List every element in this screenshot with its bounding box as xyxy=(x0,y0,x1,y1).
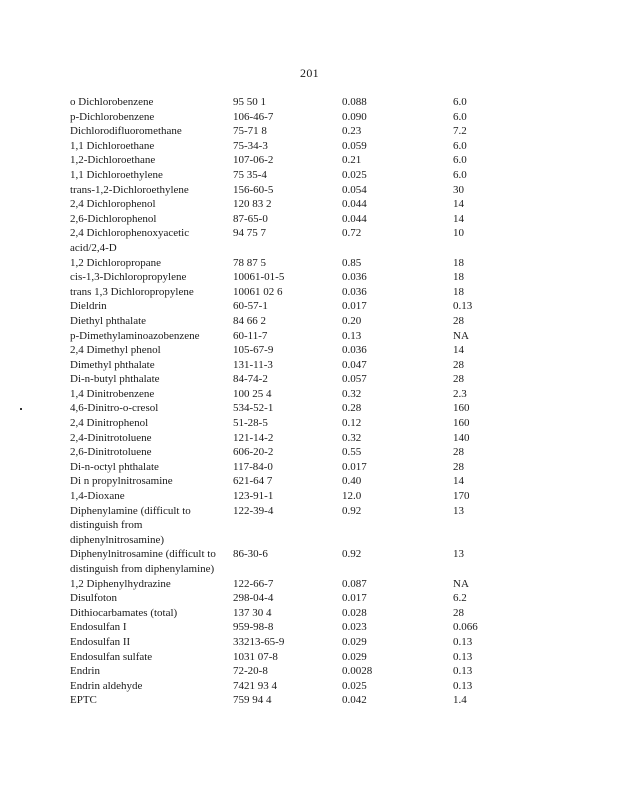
wastewater-standard: 0.72 xyxy=(342,227,362,240)
nonwastewater-standard: 140 xyxy=(453,431,470,444)
cas-number: 60-57-1 xyxy=(233,300,268,313)
wastewater-standard: 0.28 xyxy=(342,402,362,415)
wastewater-standard: 0.32 xyxy=(342,431,362,444)
nonwastewater-standard: 6.0 xyxy=(453,154,467,167)
table-row xyxy=(70,299,570,314)
chemical-name: 4,6-Dinitro-o-cresol xyxy=(70,402,159,415)
cas-number: 156-60-5 xyxy=(233,183,274,196)
chemical-name: Diethyl phthalate xyxy=(70,314,147,327)
table-row xyxy=(70,139,570,154)
chemical-name: 1,1 Dichloroethylene xyxy=(70,168,163,181)
wastewater-standard: 0.85 xyxy=(342,256,362,269)
cas-number: 95 50 1 xyxy=(233,96,266,108)
chemical-name: 1,2 Diphenylhydrazine xyxy=(70,577,171,590)
wastewater-standard: 0.036 xyxy=(342,271,367,284)
chemical-name: Endrin xyxy=(70,665,100,678)
table-row xyxy=(70,431,570,446)
nonwastewater-standard: 6.0 xyxy=(453,168,467,181)
nonwastewater-standard: 30 xyxy=(453,183,464,196)
nonwastewater-standard: 18 xyxy=(453,256,464,269)
cas-number: 75-34-3 xyxy=(233,139,268,152)
wastewater-standard: 0.087 xyxy=(342,577,367,590)
nonwastewater-standard: 13 xyxy=(453,548,464,561)
table-row xyxy=(70,547,570,576)
chemical-name: Endosulfan sulfate xyxy=(70,650,153,663)
chemical-name: 2,4 Dinitrophenol xyxy=(70,417,149,430)
table-row xyxy=(70,372,570,387)
cas-number: 75-71 8 xyxy=(233,125,267,138)
nonwastewater-standard: 14 xyxy=(453,344,464,357)
wastewater-standard: 0.090 xyxy=(342,110,367,123)
wastewater-standard: 0.036 xyxy=(342,285,367,298)
table-row xyxy=(70,679,570,694)
wastewater-standard: 0.029 xyxy=(342,650,367,663)
nonwastewater-standard: 28 xyxy=(453,314,464,327)
chemical-name: Endosulfan I xyxy=(70,621,127,634)
cas-number: 10061-01-5 xyxy=(233,271,285,284)
nonwastewater-standard: 18 xyxy=(453,271,464,284)
table-row xyxy=(70,270,570,285)
wastewater-standard: 0.92 xyxy=(342,548,362,561)
cas-number: 105-67-9 xyxy=(233,344,274,357)
wastewater-standard: 0.025 xyxy=(342,168,367,181)
nonwastewater-standard: 0.066 xyxy=(453,621,478,634)
nonwastewater-standard: 170 xyxy=(453,490,470,503)
chemical-name: Dimethyl phthalate xyxy=(70,358,155,371)
nonwastewater-standard: 14 xyxy=(453,198,464,211)
table-row xyxy=(70,226,570,255)
nonwastewater-standard: 14 xyxy=(453,475,464,488)
cas-number: 621-64 7 xyxy=(233,475,273,488)
table-row xyxy=(70,387,570,402)
chemical-name: Dieldrin xyxy=(70,300,107,313)
nonwastewater-standard: 160 xyxy=(453,417,470,430)
nonwastewater-standard: 0.13 xyxy=(453,665,473,678)
wastewater-standard: 0.20 xyxy=(342,314,362,327)
cas-number: 606-20-2 xyxy=(233,446,274,459)
chemical-name: Disulfoton xyxy=(70,592,118,605)
table-row xyxy=(70,635,570,650)
table-row xyxy=(70,445,570,460)
wastewater-standard: 12.0 xyxy=(342,490,362,503)
table-row xyxy=(70,606,570,621)
chemical-name: EPTC xyxy=(70,694,97,707)
wastewater-standard: 0.029 xyxy=(342,635,367,648)
cas-number: 100 25 4 xyxy=(233,387,272,400)
cas-number: 7421 93 4 xyxy=(233,679,277,692)
cas-number: 122-39-4 xyxy=(233,504,274,517)
chemical-name: Endrin aldehyde xyxy=(70,679,143,692)
cas-number: 120 83 2 xyxy=(233,198,272,211)
cas-number: 94 75 7 xyxy=(233,227,266,240)
nonwastewater-standard: 10 xyxy=(453,227,464,240)
chemical-name: Di-n-butyl phthalate xyxy=(70,373,160,386)
table-row xyxy=(70,153,570,168)
chemical-name: Di n propylnitrosamine xyxy=(70,475,173,488)
nonwastewater-standard: 6.0 xyxy=(453,139,467,152)
wastewater-standard: 0.023 xyxy=(342,621,367,634)
nonwastewater-standard: 13 xyxy=(453,504,464,517)
wastewater-standard: 0.054 xyxy=(342,183,367,196)
wastewater-standard: 0.036 xyxy=(342,344,367,357)
nonwastewater-standard: 0.13 xyxy=(453,635,473,648)
chemical-name: Diphenylnitrosamine (difficult to distinguish from diphenylamine) xyxy=(70,548,216,575)
table-row xyxy=(70,314,570,329)
table-row xyxy=(70,256,570,271)
chemical-name: cis-1,3-Dichloropropylene xyxy=(70,271,187,284)
cas-number: 298-04-4 xyxy=(233,592,274,605)
chemical-name: 1,4-Dioxane xyxy=(70,490,125,503)
wastewater-standard: 0.088 xyxy=(342,96,367,108)
nonwastewater-standard: 0.13 xyxy=(453,679,473,692)
table-row xyxy=(70,168,570,183)
table-row xyxy=(70,124,570,139)
cas-number: 107-06-2 xyxy=(233,154,274,167)
chemical-name: 1,4 Dinitrobenzene xyxy=(70,387,155,400)
wastewater-standard: 0.13 xyxy=(342,329,362,342)
table-row xyxy=(70,197,570,212)
cas-number: 117-84-0 xyxy=(233,460,273,473)
table-row xyxy=(70,358,570,373)
cas-number: 51-28-5 xyxy=(233,417,268,430)
chemical-name: trans 1,3 Dichloropropylene xyxy=(70,285,194,298)
cas-number: 78 87 5 xyxy=(233,256,266,269)
table-row xyxy=(70,183,570,198)
nonwastewater-standard: NA xyxy=(453,577,469,590)
nonwastewater-standard: 0.13 xyxy=(453,300,473,313)
chemical-name: 2,4-Dinitrotoluene xyxy=(70,431,152,444)
wastewater-standard: 0.017 xyxy=(342,592,367,605)
wastewater-standard: 0.40 xyxy=(342,475,362,488)
chemical-name: 1,1 Dichloroethane xyxy=(70,139,155,152)
table-row xyxy=(70,212,570,227)
nonwastewater-standard: 28 xyxy=(453,373,464,386)
table-row xyxy=(70,110,570,125)
nonwastewater-standard: 28 xyxy=(453,606,464,619)
cas-number: 33213-65-9 xyxy=(233,635,285,648)
table-row xyxy=(70,650,570,665)
nonwastewater-standard: 1.4 xyxy=(453,694,467,707)
cas-number: 123-91-1 xyxy=(233,490,274,503)
table-row xyxy=(70,416,570,431)
wastewater-standard: 0.044 xyxy=(342,212,367,225)
nonwastewater-standard: 14 xyxy=(453,212,464,225)
cas-number: 84 66 2 xyxy=(233,314,266,327)
table-row xyxy=(70,489,570,504)
nonwastewater-standard: 6.0 xyxy=(453,110,467,123)
nonwastewater-standard: NA xyxy=(453,329,469,342)
cas-number: 75 35-4 xyxy=(233,168,267,181)
cas-number: 87-65-0 xyxy=(233,212,268,225)
table-row xyxy=(70,401,570,416)
wastewater-standard: 0.92 xyxy=(342,504,362,517)
chemical-name: Diphenylamine (difficult to distinguish from diphenylnitrosamine) xyxy=(70,504,191,546)
chemical-name: o Dichlorobenzene xyxy=(70,96,154,108)
wastewater-standard: 0.025 xyxy=(342,679,367,692)
wastewater-standard: 0.21 xyxy=(342,154,362,167)
chemical-name: Di-n-octyl phthalate xyxy=(70,460,159,473)
cas-number: 1031 07-8 xyxy=(233,650,278,663)
table-row xyxy=(70,329,570,344)
wastewater-standard: 0.32 xyxy=(342,387,362,400)
table-row xyxy=(70,693,570,708)
page-number: 201 xyxy=(300,66,319,80)
nonwastewater-standard: 28 xyxy=(453,358,464,371)
wastewater-standard: 0.23 xyxy=(342,125,362,138)
wastewater-standard: 0.057 xyxy=(342,373,367,386)
table-row xyxy=(70,474,570,489)
cas-number: 10061 02 6 xyxy=(233,285,283,298)
chemical-name: Dithiocarbamates (total) xyxy=(70,606,178,619)
chemical-name: p-Dichlorobenzene xyxy=(70,110,155,123)
chemical-name: p-Dimethylaminoazobenzene xyxy=(70,329,200,342)
table-row xyxy=(70,460,570,475)
table-row xyxy=(70,285,570,300)
wastewater-standard: 0.042 xyxy=(342,694,367,707)
table-row xyxy=(70,343,570,358)
cas-number: 121-14-2 xyxy=(233,431,274,444)
nonwastewater-standard: 7.2 xyxy=(453,125,467,138)
cas-number: 84-74-2 xyxy=(233,373,268,386)
wastewater-standard: 0.0028 xyxy=(342,665,373,678)
cas-number: 759 94 4 xyxy=(233,694,272,707)
cas-number: 122-66-7 xyxy=(233,577,274,590)
wastewater-standard: 0.028 xyxy=(342,606,367,619)
chemical-table xyxy=(70,95,570,708)
chemical-name: 2,6-Dinitrotoluene xyxy=(70,446,152,459)
nonwastewater-standard: 28 xyxy=(453,446,464,459)
chemical-name: 2,4 Dichlorophenol xyxy=(70,198,156,211)
cas-number: 106-46-7 xyxy=(233,110,274,123)
wastewater-standard: 0.55 xyxy=(342,446,362,459)
cas-number: 86-30-6 xyxy=(233,548,268,561)
nonwastewater-standard: 2.3 xyxy=(453,387,467,400)
table-row xyxy=(70,591,570,606)
nonwastewater-standard: 0.13 xyxy=(453,650,473,663)
table-row xyxy=(70,577,570,592)
wastewater-standard: 0.047 xyxy=(342,358,367,371)
cas-number: 60-11-7 xyxy=(233,329,268,342)
wastewater-standard: 0.044 xyxy=(342,198,367,211)
cas-number: 137 30 4 xyxy=(233,606,272,619)
cas-number: 534-52-1 xyxy=(233,402,274,415)
chemical-name: Endosulfan II xyxy=(70,635,131,648)
chemical-name: 1,2 Dichloropropane xyxy=(70,256,162,269)
chemical-name: trans-1,2-Dichloroethylene xyxy=(70,183,189,196)
nonwastewater-standard: 6.2 xyxy=(453,592,467,605)
wastewater-standard: 0.017 xyxy=(342,460,367,473)
chemical-name: 2,6-Dichlorophenol xyxy=(70,212,157,225)
cas-number: 72-20-8 xyxy=(233,665,268,678)
wastewater-standard: 0.059 xyxy=(342,139,367,152)
table-row xyxy=(70,504,570,548)
nonwastewater-standard: 18 xyxy=(453,285,464,298)
table-row xyxy=(70,664,570,679)
scan-speck xyxy=(20,408,22,410)
cas-number: 131-11-3 xyxy=(233,358,273,371)
cas-number: 959-98-8 xyxy=(233,621,274,634)
table-row xyxy=(70,95,570,110)
table-row xyxy=(70,620,570,635)
nonwastewater-standard: 6.0 xyxy=(453,96,467,108)
wastewater-standard: 0.017 xyxy=(342,300,367,313)
chemical-name: 1,2-Dichloroethane xyxy=(70,154,156,167)
chemical-name: 2,4 Dimethyl phenol xyxy=(70,344,161,357)
chemical-name: Dichlorodifluoromethane xyxy=(70,125,182,138)
chemical-name: 2,4 Dichlorophenoxyacetic acid/2,4-D xyxy=(70,227,190,254)
nonwastewater-standard: 160 xyxy=(453,402,470,415)
wastewater-standard: 0.12 xyxy=(342,417,362,430)
nonwastewater-standard: 28 xyxy=(453,460,464,473)
